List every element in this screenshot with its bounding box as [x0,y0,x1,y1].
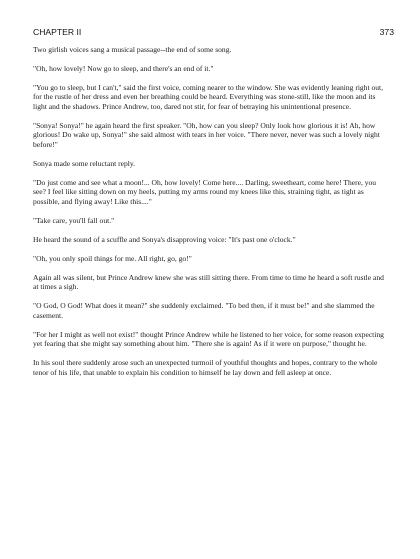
page-number: 373 [379,27,394,37]
page-header [33,27,394,39]
paragraph: "You go to sleep, but I can't," said the first voice, coming nearer to the window. She was evidently leaning right out, for the rustle of her dress and even her breathing could be heard. Everything was stone-still, like the moon and its light and the shadows. Prince Andrew, too, dared not stir, for fear of betraying his unintentional presence. [33,82,383,111]
chapter-title: CHAPTER II [33,27,82,37]
paragraph: "Oh, how lovely! Now go to sleep, and there's an end of it." [33,63,214,73]
paragraph: "Do just come and see what a moon!... Oh, how lovely! Come here.... Darling, sweetheart, come here! There, you see? I feel like sitting down on my heels, putting my arms round my knees like this, straining tight, as tight as possible, and flying away! Like this...." [33,177,377,207]
paragraph: "Sonya! Sonya!" he again heard the first speaker. "Oh, how can you sleep? Only look how glorious it is! Ah, how glorious! Do wake up, Sonya!" she said almost with tears in her voice. "There never, never was such a lovely night before!" [33,120,380,150]
paragraph: "Take care, you'll fall out." [33,215,115,225]
paragraph: "Oh, you only spoil things for me. All right, go, go!" [33,253,192,263]
page-body [33,45,385,387]
paragraph: Two girlish voices sang a musical passage--the end of some song. [33,45,232,54]
paragraph: In his soul there suddenly arose such an unexpected turmoil of youthful thoughts and hopes, contrary to the whole tenor of his life, that unable to explain his condition to himself he lay down and fell asleep at once. [33,358,378,377]
paragraph: "O God, O God! What does it mean?" she suddenly exclaimed. "To bed then, if it must be!" and she slammed the casement. [33,301,375,320]
paragraph: Again all was silent, but Prince Andrew knew she was still sitting there. From time to time he heard a soft rustle and at times a sigh. [33,272,384,292]
paragraph: He heard the sound of a scuffle and Sonya's disapproving voice: "It's past one o'clock." [33,234,296,244]
paragraph: Sonya made some reluctant reply. [33,158,135,168]
paragraph: "For her I might as well not exist!" thought Prince Andrew while he listened to her voice, for some reason expecting yet fearing that she might say something about him. "There she is again! As if it were on purpose," thought he. [33,329,384,349]
